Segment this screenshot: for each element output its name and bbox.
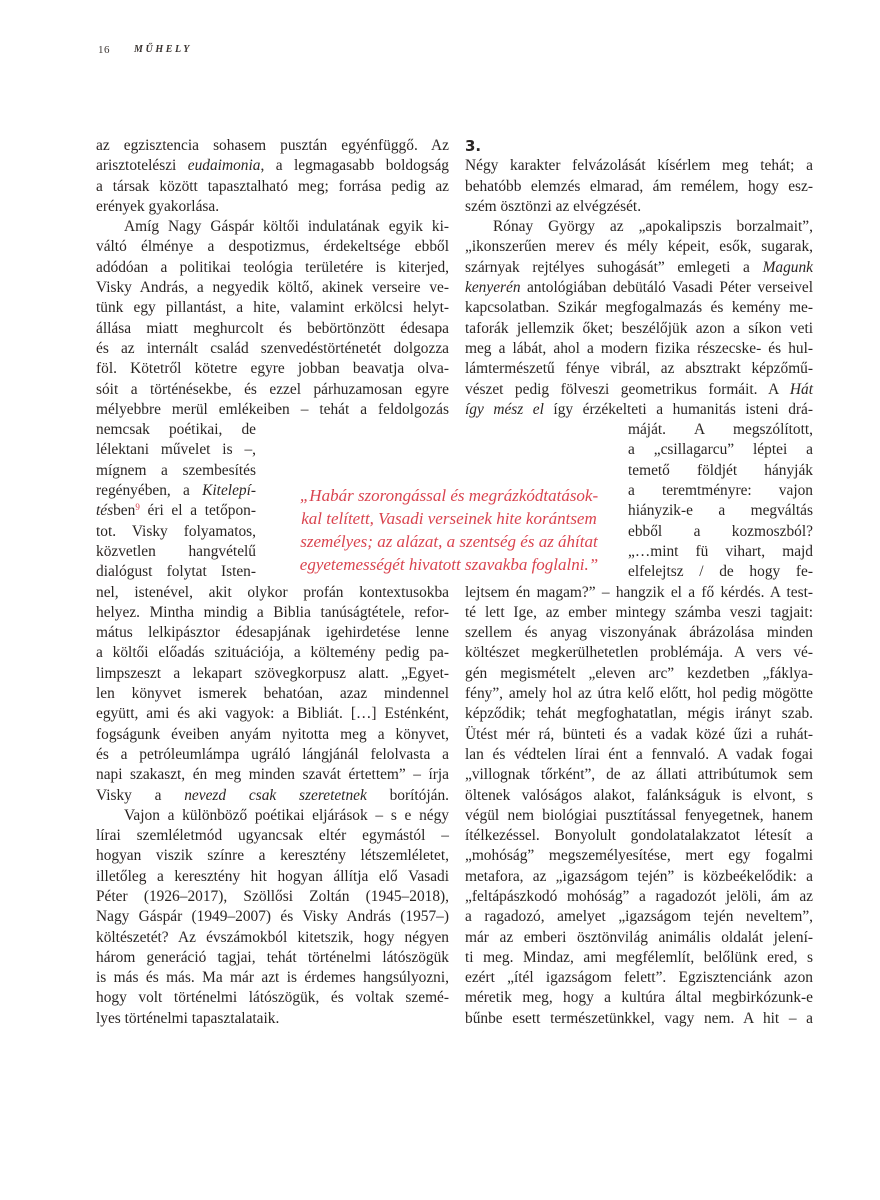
text-line: Négy karakter felvázolását kísérlem meg tehát; a <box>465 157 813 175</box>
text-line: együtt, ami és aki vagyok: a Bibliát. […] Esténként, <box>96 705 449 723</box>
text-line: helyez. Mintha mindig a Biblia tanúságtétele, refor- <box>96 603 449 621</box>
text-line: ebből a kozmoszból? <box>628 522 813 540</box>
text-line: adódóan a politikai teológia területére is kiterjed, <box>96 258 449 276</box>
text-line: ezért „ítél igazságom felett”. Egzisztenciánk azon <box>465 969 813 987</box>
pull-quote-line: személyes; az alázat, a szentség és az áhítat <box>300 532 598 551</box>
right-column <box>465 136 813 1029</box>
pull-quote-line: kal telített, Vasadi verseinek hite korántsem <box>301 509 597 528</box>
text-line: tünk egy pillantást, a hite, valamint erkölcsi helyt- <box>96 299 449 317</box>
text-line: gén megismételt „eleven arc” kezdetben „fáklya- <box>465 664 813 682</box>
text-line: költészetét? Az évszámokból kitetszik, hogy négyen <box>96 928 449 946</box>
text-line: „mohóság” megszemélyesítése, mert egy fogalmi <box>465 847 813 865</box>
text-line: lámtermészetű fénye vibrál, az absztrakt képzőmű- <box>465 360 813 378</box>
text-line: közvetlen hangvételű <box>96 542 256 560</box>
text-line: metafora, az „igazságom tején” is közbeékelődik: a <box>465 867 813 885</box>
text-line: már az emberi ösztönvilág animális oldalát jelení- <box>465 928 813 946</box>
text-line: fény”, amely hol az útra kelő előtt, hol pedig mögötte <box>465 685 813 703</box>
text-line: a teremtményre: vajon <box>628 482 813 500</box>
text-line: dialógust folytat Isten- <box>96 563 256 581</box>
text-line: napi szakaszt, én meg minden szavát értettem” – írja <box>96 766 449 784</box>
text-line: Visky a nevezd csak szeretetnek borítóján. <box>96 786 450 804</box>
text-line: nel, istenével, akit olykor profán kontextusokba <box>96 583 449 601</box>
text-line: „villognak tőrként”, de az állati attribútumok sem <box>465 766 813 784</box>
text-line: szém ösztönzi az elvégzését. <box>465 197 642 215</box>
text-line: ti meg. Mindaz, ami megfélemlít, belőlünk ered, s <box>465 948 813 966</box>
text-line: Amíg Nagy Gáspár költői indulatának egyik ki- <box>124 218 449 236</box>
text-line: mátus lelkipásztor édesapjának igehirdetése lenne <box>96 624 449 642</box>
text-line: ítélkezéssel. Bonyolult gondolatalakzatot létesít a <box>465 827 813 845</box>
left-column <box>96 136 449 1029</box>
text-line: Visky András, a negyedik költő, akinek verseire ve- <box>96 279 449 297</box>
text-line: a társak között tapasztalható meg; forrása pedig az <box>96 177 449 195</box>
text-line: erények gyakorlása. <box>96 197 220 215</box>
pull-quote-line: „Habár szorongással és megrázkódtatások- <box>299 486 599 505</box>
text-line: mélyebbre merül emlékeiben – tehát a feldolgozás <box>96 400 449 418</box>
text-line: lírai szemléletmód ugyancsak eltér egymástól – <box>96 827 449 845</box>
text-line: az egzisztencia sohasem pusztán egyénfüggő. Az <box>96 137 449 154</box>
text-line: „ikonszerűen merev és mély képeit, esők, sugarak, <box>465 238 813 256</box>
text-line: Ütést mér rá, bünteti és a vadak közé űzi a ruhát- <box>465 725 813 743</box>
text-line: is más és más. Ma már azt is érdemes hangsúlyozni, <box>96 969 449 987</box>
text-line: így mész el így érzékelteti a humanitás isteni drá- <box>465 400 814 418</box>
text-line: temető földjét hányják <box>628 461 813 479</box>
text-line: Vajon a különböző poétikai eljárások – s e négy <box>124 806 449 824</box>
text-line: a költői előadás szituációja, a költemény pedig pa- <box>96 644 449 662</box>
text-line: máját. A megszólított, <box>628 421 813 439</box>
text-line: lan és védtelen lírai ént a fennvaló. A vadak fogai <box>465 745 813 763</box>
text-line: három generáció tagjai, tehát történelmi látószögük <box>96 948 449 966</box>
section-heading: 3. <box>465 137 482 155</box>
text-line: hiányzik-e a megváltás <box>628 502 813 520</box>
text-line: mígnem a szembesítés <box>96 461 256 479</box>
text-line: a „csillagarcu” léptei a <box>628 441 813 459</box>
running-header <box>98 44 193 56</box>
text-line: és a petróleumlámpa ugráló lángjánál felolvasta a <box>96 745 449 763</box>
text-line: té lett Ige, az ember mintegy számba veszi tagjait: <box>465 603 813 621</box>
text-line: limpszeszt a lekapart szövegkorpusz alatt. „Egyet- <box>96 664 449 682</box>
text-line: „feltápászkodó mohóság” a ragadozót jelöli, ám az <box>465 887 813 905</box>
text-line: Rónay György az „apokalipszis borzalmait”, <box>493 218 813 236</box>
text-line: kenyerén antológiában debütáló Vasadi Péter verseivel <box>465 279 813 297</box>
pull-quote-line: egyetemességét hivatott szavakba foglalni.” <box>299 555 599 574</box>
text-line: bűnbe esett természetünkkel, vagy nem. A hit – a <box>465 1009 813 1027</box>
text-line: taforák jellemzik őket; beszélőjük azon a síkon veti <box>465 319 813 337</box>
text-line: tésben$^9$ éri el a tetőpon- <box>96 502 256 520</box>
section-title: MŰHELY <box>134 44 193 55</box>
text-line: nemcsak poétikai, de <box>96 421 256 439</box>
text-line: állása miatt meghurcolt és bebörtönzött édesapa <box>96 319 449 337</box>
text-line: elfelejtsz / de hogy fe- <box>628 563 813 581</box>
text-line: költészet megkerülhetetlen problémája. A vers vé- <box>465 644 813 662</box>
text-line: hogy volt történelmi látószögük, és voltak szemé- <box>96 989 449 1007</box>
text-line: len könyvet ismerek behatóan, azaz mindennel <box>96 685 449 703</box>
text-line: képződik; tehát megfoghatatlan, mégis irányt szab. <box>465 705 813 723</box>
text-line: Péter (1926–2017), Szöllősi Zoltán (1945–2018), <box>96 887 449 905</box>
footnote-marker[interactable]: 9 <box>135 502 140 513</box>
text-line: sóit a történésekbe, és ezzel párhuzamosan egyre <box>96 380 449 398</box>
text-line: kapcsolatban. Szikár megfogalmazás és kemény me- <box>465 299 813 317</box>
text-line: vészet pedig fölveszi geometrikus formáit. A Hát <box>465 380 813 398</box>
text-line: szárnyak rejtélyes suhogását” emlegeti a Magunk <box>465 258 813 276</box>
text-line: illetőleg a keresztény hit hogyan állítja elő Vasadi <box>96 867 449 885</box>
text-line: arisztotelészi eudaimonia, a legmagasabb boldogság <box>96 157 449 175</box>
pull-quote <box>262 484 636 576</box>
text-line: „…mint fü vihart, majd <box>628 542 813 560</box>
page-number: 16 <box>98 44 110 56</box>
text-line: váltó élménye a despotizmus, érdekeltsége ebből <box>96 238 449 256</box>
text-line: behatóbb elemzés elmarad, ám remélem, hogy esz- <box>465 177 813 195</box>
text-line: hogyan viszik színre a keresztény létszemléletet, <box>96 847 449 865</box>
text-line: lélektani művelet is –, <box>96 441 256 459</box>
text-line: és az internált család szenvedéstörténetét dolgozza <box>96 339 449 357</box>
text-line: végül nem biológiai pusztítással fenyegetnek, hanem <box>465 806 813 824</box>
text-line: lyes történelmi tapasztalataik. <box>96 1009 280 1027</box>
text-line: föl. Kötetről kötetre egyre jobban beavatja olva- <box>96 360 449 378</box>
text-line: szellem és anyag viszonyának ábrázolása minden <box>465 624 813 642</box>
text-line: tot. Visky folyamatos, <box>96 522 256 540</box>
text-line: fogságunk éveiben anyám nyitotta meg a könyvet, <box>96 725 449 743</box>
text-line: méretik meg, hogy a kultúra által megbirkózunk-e <box>465 989 813 1007</box>
text-line: öltenek valóságos alakot, falánkságuk is elvont, s <box>465 786 813 804</box>
text-line: a ragadozó, amelyet „igazságom tején neveltem”, <box>465 908 813 926</box>
text-line: meg a lábát, ahol a modern fizika részecske- és hul- <box>465 339 813 357</box>
text-line: lejtsem én magam?” – hangzik el a fő kérdés. A test- <box>465 583 813 601</box>
text-line: regényében, a Kitelepí- <box>96 482 256 500</box>
text-line: Nagy Gáspár (1949–2007) és Visky András (1957–) <box>96 908 449 926</box>
